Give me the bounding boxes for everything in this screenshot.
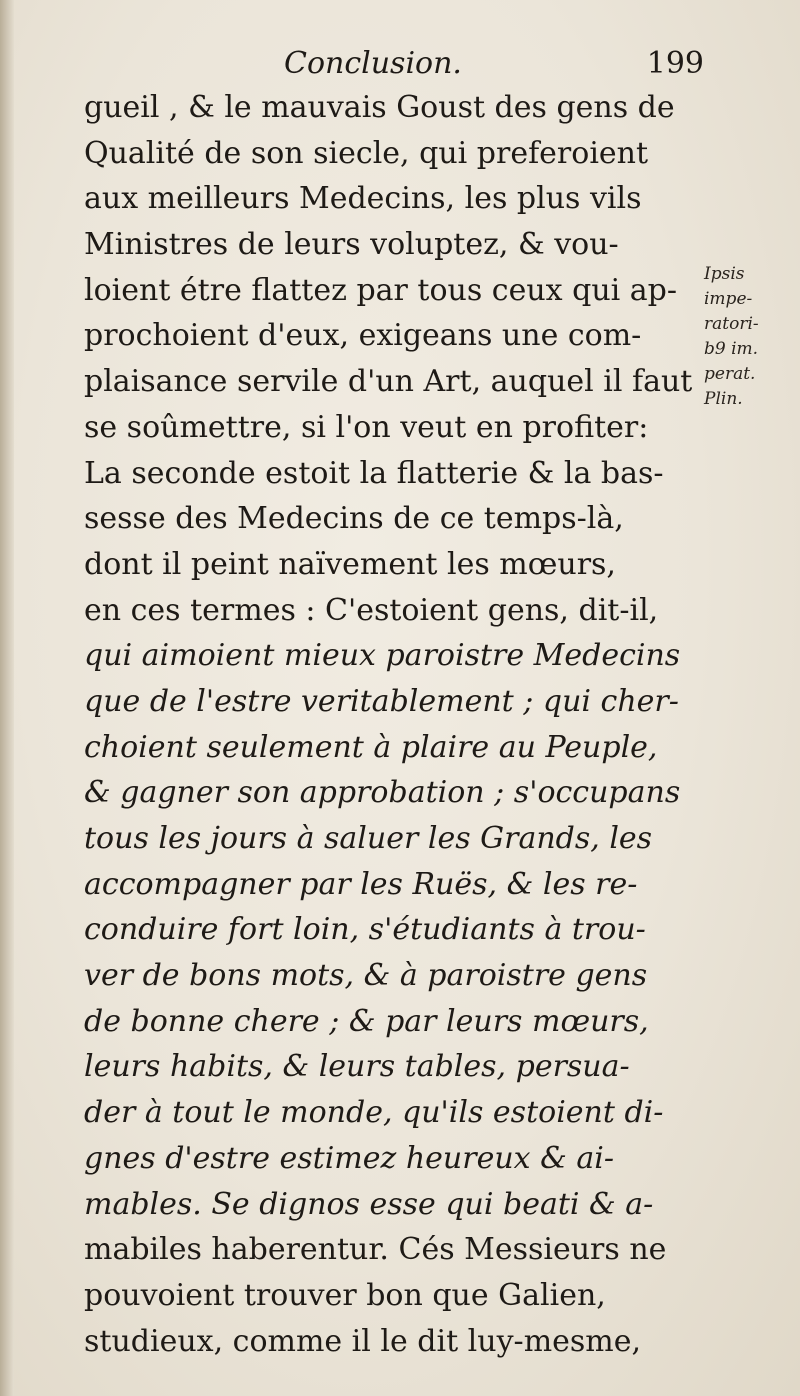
margin-note-line: impe- bbox=[704, 289, 753, 309]
text-line: gueil , & le mauvais Goust des gens de bbox=[84, 90, 675, 125]
text-line: plaisance servile d'un Art, auquel il faut bbox=[84, 364, 693, 400]
margin-note-line: perat. bbox=[704, 364, 756, 384]
text-line: sesse des Medecins de ce temps-là, bbox=[84, 501, 624, 537]
text-line: accompagner par les Ruës, & les re- bbox=[84, 866, 638, 902]
text-line: studieux, comme il le dit luy-mesme, bbox=[84, 1323, 642, 1359]
text-line: tous les jours à saluer les Grands, les bbox=[84, 821, 653, 856]
text-line: de bonne chere ; & par leurs mœurs, bbox=[84, 1003, 649, 1039]
text-line: choient seulement à plaire au Peuple, bbox=[84, 729, 658, 765]
text-line: der à tout le monde, qu'ils estoient di- bbox=[84, 1095, 664, 1131]
text-line: aux meilleurs Medecins, les plus vils bbox=[84, 181, 642, 217]
text-line: Ministres de leurs voluptez, & vou- bbox=[84, 227, 619, 263]
margin-note-line: Ipsis bbox=[704, 264, 745, 284]
margin-note-line: b9 im. bbox=[704, 339, 759, 359]
text-line: qui aimoient mieux paroistre Medecins bbox=[84, 638, 681, 674]
page-number: 199 bbox=[646, 46, 704, 81]
text-line: & gagner son approbation ; s'occupans bbox=[84, 775, 681, 811]
text-line: en ces termes : C'estoient gens, dit-il, bbox=[84, 592, 659, 628]
page-gutter-shadow bbox=[0, 0, 14, 1396]
text-line: La seconde estoit la flatterie & la bas- bbox=[84, 455, 664, 491]
text-line: leurs habits, & leurs tables, persua- bbox=[84, 1049, 630, 1085]
margin-note-line: ratori- bbox=[704, 314, 759, 334]
text-line: mables. Se dignos esse qui beati & a- bbox=[84, 1186, 654, 1222]
body-text bbox=[84, 85, 706, 1364]
running-title: Conclusion. bbox=[284, 46, 462, 81]
text-line: mabiles haberentur. Cés Messieurs ne bbox=[84, 1232, 667, 1268]
text-line: loient étre flattez par tous ceux qui ap- bbox=[84, 272, 678, 308]
text-line: que de l'estre veritablement ; qui cher- bbox=[84, 683, 679, 719]
text-line: dont il peint naïvement les mœurs, bbox=[84, 546, 616, 582]
text-line: conduire fort loin, s'étudiants à trou- bbox=[84, 912, 646, 948]
text-line: se soûmettre, si l'on veut en profiter: bbox=[84, 409, 649, 445]
margin-note-line: Plin. bbox=[704, 389, 743, 409]
text-line: prochoient d'eux, exigeans une com- bbox=[84, 318, 642, 354]
margin-note bbox=[704, 262, 796, 412]
text-line: gnes d'estre estimez heureux & ai- bbox=[84, 1140, 614, 1176]
text-line: pouvoient trouver bon que Galien, bbox=[84, 1277, 606, 1313]
text-line: Qualité de son siecle, qui preferoient bbox=[84, 135, 649, 171]
text-line: ver de bons mots, & à paroistre gens bbox=[84, 958, 648, 994]
